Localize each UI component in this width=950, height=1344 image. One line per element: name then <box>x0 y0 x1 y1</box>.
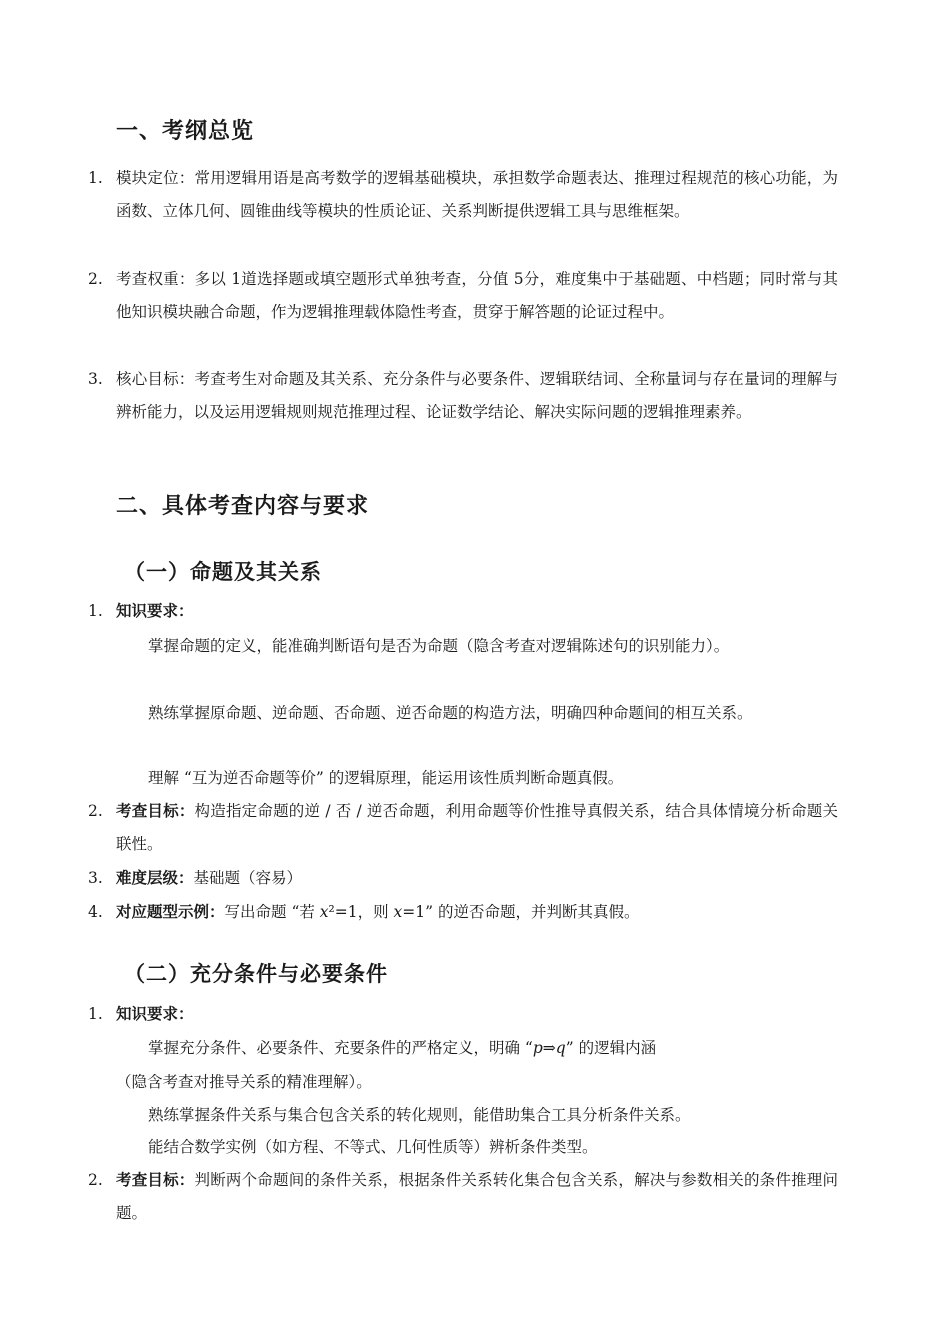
math-variable-q: q <box>555 1039 566 1057</box>
sub1-paragraph-3: 理解 “互为逆否命题等价” 的逻辑原理，能运用该性质判断命题真假。 <box>148 769 624 787</box>
sub1-paragraph-1: 掌握命题的定义，能准确判断语句是否为命题（隐含考查对逻辑陈述句的识别能力）。 <box>148 637 730 655</box>
item-text-mid: ²=1，则 <box>328 903 394 921</box>
item-number: 4. <box>88 903 103 921</box>
item-number: 1. <box>88 169 103 187</box>
item-text: 考查权重：多以 1道选择题或填空题形式单独考查，分值 5分，难度集中于基础题、中档题；同时常与其他知识模块融合命题，作为逻辑推理载体隐性考查，贯穿于解答题的论证过程中。 <box>116 270 838 321</box>
section-1-heading: 一、考纲总览 <box>116 119 255 144</box>
item-label: 考查目标： <box>116 1171 195 1189</box>
item-text: 构造指定命题的逆 / 否 / 逆否命题，利用命题等价性推导真假关系，结合具体情境分析命题关联性。 <box>116 802 838 853</box>
sub2-paragraph-2: 熟练掌握条件关系与集合包含关系的转化规则，能借助集合工具分析条件关系。 <box>148 1106 691 1124</box>
item-label: 知识要求： <box>116 602 194 620</box>
section-1-item-2 <box>88 263 838 329</box>
sub1-item-2 <box>88 795 838 861</box>
item-number: 2. <box>88 802 103 820</box>
sub2-paragraph-1-line-2: （隐含考查对推导关系的精准理解）。 <box>116 1073 372 1091</box>
section-1-item-3 <box>88 363 838 429</box>
sub1-item-4 <box>88 896 838 929</box>
sub1-paragraph-2: 熟练掌握原命题、逆命题、否命题、逆否命题的构造方法，明确四种命题间的相互关系。 <box>148 704 753 722</box>
sub1-item-3 <box>88 862 838 895</box>
item-number: 3. <box>88 370 103 388</box>
item-number: 2. <box>88 270 103 288</box>
sub1-item-1 <box>88 595 838 628</box>
item-label: 难度层级： <box>116 869 194 887</box>
item-text-post: =1” 的逆否命题，并判断其真假。 <box>402 903 640 921</box>
section-2-heading: 二、具体考查内容与要求 <box>116 494 370 519</box>
item-label: 知识要求： <box>116 1005 194 1023</box>
item-text-pre: 写出命题 “若 <box>224 903 320 921</box>
sub2-paragraph-1-line-1: 掌握充分条件、必要条件、充要条件的严格定义，明确 “p⇒q” 的逻辑内涵 <box>148 1039 657 1057</box>
sub2-item-1 <box>88 998 838 1031</box>
math-variable-x: x <box>319 903 329 921</box>
item-number: 1. <box>88 1005 103 1023</box>
section-1-item-1 <box>88 162 838 228</box>
item-text: 模块定位：常用逻辑用语是高考数学的逻辑基础模块，承担数学命题表达、推理过程规范的核心功能，为函数、立体几何、圆锥曲线等模块的性质论证、关系判断提供逻辑工具与思维框架。 <box>116 169 838 220</box>
math-variable-x: x <box>393 903 403 921</box>
item-number: 2. <box>88 1171 103 1189</box>
subsection-1-heading: （一）命题及其关系 <box>124 560 322 584</box>
implies-arrow: ⇒ <box>542 1039 556 1057</box>
sub2-item-2 <box>88 1164 838 1230</box>
math-variable-p: p <box>532 1039 543 1057</box>
item-number: 3. <box>88 869 103 887</box>
item-number: 1. <box>88 602 103 620</box>
item-label: 对应题型示例： <box>116 903 225 921</box>
subsection-2-heading: （二）充分条件与必要条件 <box>124 962 388 986</box>
item-label: 考查目标： <box>116 802 195 820</box>
item-text: 基础题（容易） <box>193 869 303 887</box>
item-text: 判断两个命题间的条件关系，根据条件关系转化集合包含关系，解决与参数相关的条件推理问题。 <box>116 1171 838 1222</box>
item-text: 核心目标：考查考生对命题及其关系、充分条件与必要条件、逻辑联结词、全称量词与存在量词的理解与辨析能力，以及运用逻辑规则规范推理过程、论证数学结论、解决实际问题的逻辑推理素养。 <box>116 370 838 421</box>
sub2-paragraph-3: 能结合数学实例（如方程、不等式、几何性质等）辨析条件类型。 <box>148 1138 598 1156</box>
